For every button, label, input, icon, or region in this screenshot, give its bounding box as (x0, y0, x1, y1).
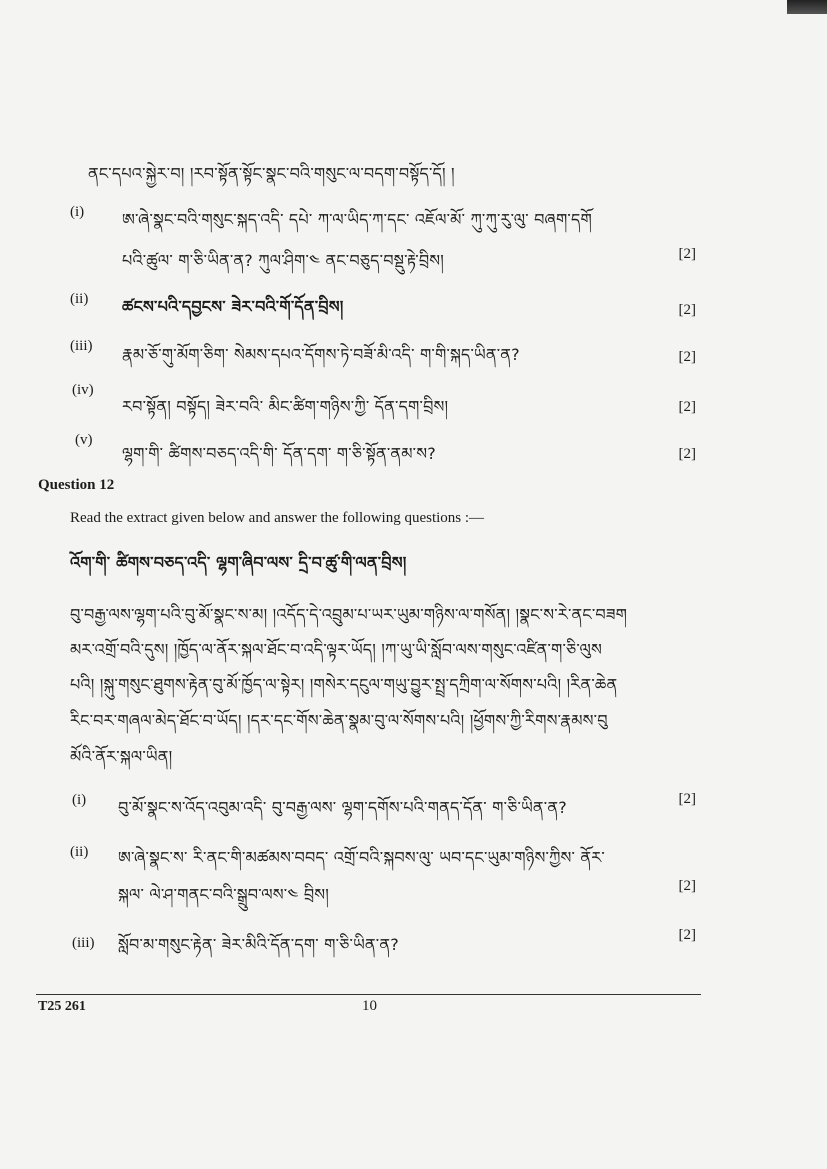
q12-item-num: (i) (72, 792, 87, 808)
q11-item-text: རྣམ་ཅོ་གུ་མོག་ཅིག་ སེམས་དཔའ་དོགས་ཏེ་བཟོ་མི་འདི་ ག་གི་སྐད་ཡིན་ན? (122, 345, 520, 364)
q12-item-text: སློབ་མ་གསུང་རྟེན་ ཟེར་མིའི་དོན་དག་ ག་ཅི་ཡིན་ན? (118, 935, 399, 954)
q12-item-text: ཨ་ཞེ་སྣང་ས་ རི་ནང་གི་མཚམས་བབད་ འགྲོ་བའི་སྐབས་ལུ་ ཡབ་དང་ཡུམ་གཉིས་ཀྱིས་ ནོར་ (118, 848, 605, 867)
passage-line: པའི། །སྐུ་གསུང་ཐུགས་རྟེན་བུ་མོ་ཁྱོད་ལ་སྟེར། །གསེར་དངུལ་གཡུ་བྱུར་སྤྲ་དཀྲིག་ལ་སོགས་པའི། །རིན་ཆེན (70, 675, 618, 694)
q12-item-marks: [2] (678, 927, 696, 943)
q11-item-marks: [2] (678, 302, 696, 318)
passage-line: བུ་བརྒྱ་ལས་ལྷག་པའི་བུ་མོ་སྣང་ས་མ། །འདོད་དེ་འབྲུམ་པ་ཡར་ཡུམ་གཉིས་ལ་གསོན། །སྣང་ས་རེ་ནང་བཟག (70, 605, 628, 624)
scan-corner-mark (787, 0, 827, 14)
intro-verse: ནང་དཔའ་སྐྱེར་བ། །རབ་སྟོན་སྟོང་སྣང་བའི་གསུང་ལ་བདག་བསྟོད་དོ། ། (88, 164, 455, 183)
q11-item-num: (iii) (70, 338, 93, 354)
question-heading: Question 12 (38, 477, 115, 493)
q12-item-marks: [2] (678, 791, 696, 807)
q11-item-text: ལྷག་གི་ ཚིགས་བཅད་འདི་གི་ དོན་དག་ ག་ཅི་སྟོན་ནམ་ས? (122, 444, 436, 463)
q11-item-text: པའི་ཚུལ་ ག་ཅི་ཡིན་ན? ཀུལ་ཤིག་༤ ནང་བཅུད་བསྡུ་རྟེ་བྲིས། (122, 251, 445, 270)
q12-item-num: (ii) (70, 844, 89, 860)
q11-item-text: ཨ་ཞེ་སྣང་བའི་གསུང་སྐད་འདི་ དཔེ་ ཀ་ལ་ཡིད་ཀ་དང་ འཇོལ་མོ་ ཀུ་ཀུ་རུ་ལུ་ བཞག་དགོ (122, 210, 592, 229)
q11-item-marks: [2] (678, 446, 696, 462)
q12-item-marks: [2] (678, 878, 696, 894)
q11-item-text: རབ་སྟོན། བསྟོད། ཟེར་བའི་ མིང་ཚིག་གཉིས་ཀྱི་ དོན་དག་བྲིས། (122, 397, 449, 416)
paper-code: T25 261 (38, 999, 86, 1014)
q11-item-num: (ii) (70, 291, 89, 307)
q11-item-num: (i) (70, 204, 85, 220)
q11-item-num: (v) (75, 432, 93, 448)
passage-line: རིང་བར་གཞལ་མེད་ཐོང་བ་ཡོད། །དར་དང་གོས་ཆེན་སྣམ་བུ་ལ་སོགས་པའི། །ཕྱོགས་ཀྱི་རིགས་རྣམས་བུ (70, 711, 608, 730)
q11-item-marks: [2] (678, 399, 696, 415)
q12-item-num: (iii) (72, 935, 95, 951)
extract-title: འོག་གི་ ཚིགས་བཅད་འདི་ ལྷག་ཞིབ་ལས་ དྲི་བ་ཚུ་གི་ལན་བྲིས། (70, 553, 407, 572)
q12-item-text: བུ་མོ་སྣང་ས་འོད་འབུམ་འདི་ བུ་བརྒྱ་ལས་ ལྷག་དགོས་པའི་གནད་དོན་ ག་ཅི་ཡིན་ན? (118, 798, 567, 817)
q11-item-num: (iv) (72, 382, 94, 398)
question-instruction: Read the extract given below and answer the following questions :— (70, 510, 485, 526)
q11-item-marks: [2] (678, 246, 696, 262)
passage-line: མོའི་ནོར་སྐལ་ཡིན། (70, 747, 173, 766)
page-number: 10 (362, 998, 377, 1014)
q11-item-text: ཚངས་པའི་དབྱངས་ ཟེར་བའི་གོ་དོན་བྲིས། (122, 297, 344, 316)
footer-rule (36, 994, 701, 995)
q12-item-text: སྐལ་ ལེ་ཤ་གནང་བའི་སྒྲུབ་ལས་༤ བྲིས། (118, 885, 330, 904)
q11-item-marks: [2] (678, 349, 696, 365)
passage-line: མར་འགྲོ་བའི་དུས། །ཁྱོད་ལ་ནོར་སྐལ་ཐོང་བ་འདི་ལྟར་ཡོད། །ཀ་ཡུ་ཡི་སློབ་ལས་གསུང་འཛིན་ག་ཅི་ལུས (70, 640, 603, 659)
